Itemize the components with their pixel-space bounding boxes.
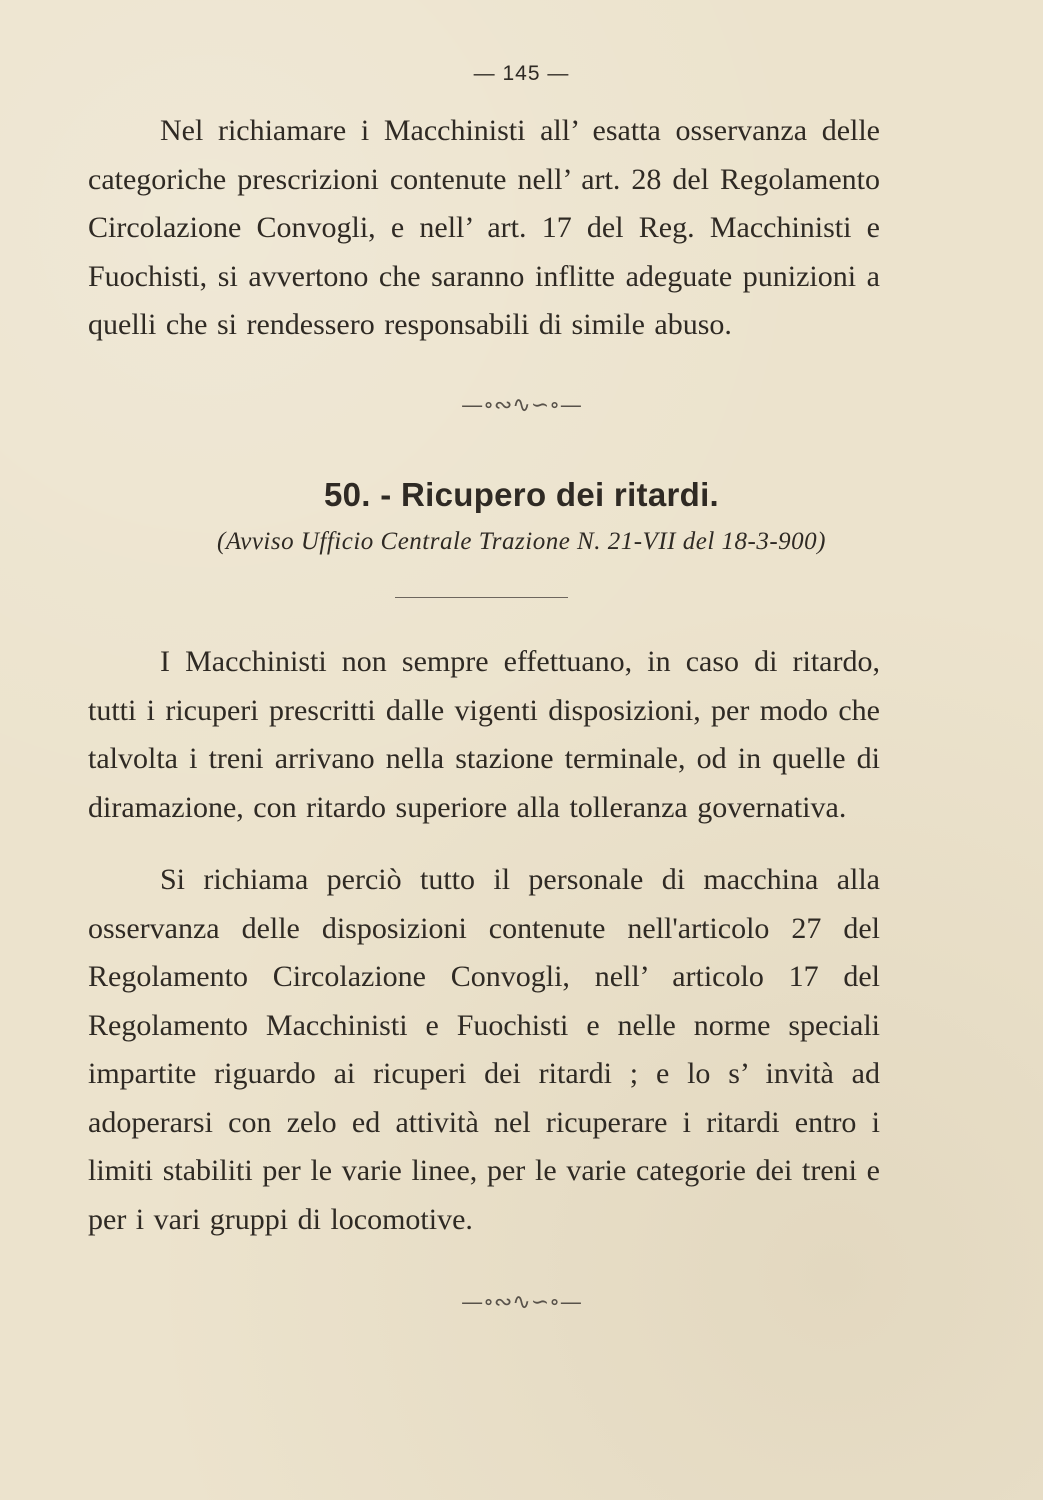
- intro-paragraph: Nel richiamare i Macchinisti all’ esatta osservanza delle categoriche prescrizioni contenute nell’ art. 28 del Regolamento Circolazione Convogli, e nell’ art. 17 del Reg. Macchinisti e Fuochisti, si avvertono che saranno inflitte adeguate punizioni a quelli che si rendessero responsabili di simile abuso.: [88, 114, 880, 341]
- section-source-note: (Avviso Ufficio Centrale Trazione N. 21-VII del 18-3-900): [217, 528, 826, 555]
- section-heading: 50. - Ricupero dei ritardi.: [323, 476, 720, 513]
- body-paragraph-2: Si richiama perciò tutto il personale di macchina alla osservanza delle disposizioni contenute nell'articolo 27 del Regolamento Circolazione Convogli, nell’ articolo 17 del Regolamento Macchinisti e Fuochisti e nelle norme speciali impartite riguardo ai ricuperi dei ritardi ; e lo s’ invità ad adoperarsi con zelo ed attività nel ricuperare i ritardi entro i limiti stabiliti per le varie linee, per le varie categorie dei treni e per i vari gruppi di locomotive.: [88, 863, 880, 1236]
- section-divider: [395, 597, 568, 598]
- body-paragraph-1: I Macchinisti non sempre effettuano, in caso di ritardo, tutti i ricuperi prescritti dalle vigenti disposizioni, per modo che talvolta i treni arrivano nella stazione terminale, od in quelle di diramazione, con ritardo superiore alla tolleranza governativa.: [88, 645, 880, 824]
- decorative-separator-icon: —∘∾∿∽∘—: [461, 393, 582, 418]
- page-number: — 145 —: [473, 62, 570, 85]
- decorative-separator-icon-bottom: —∘∾∿∽∘—: [461, 1290, 582, 1315]
